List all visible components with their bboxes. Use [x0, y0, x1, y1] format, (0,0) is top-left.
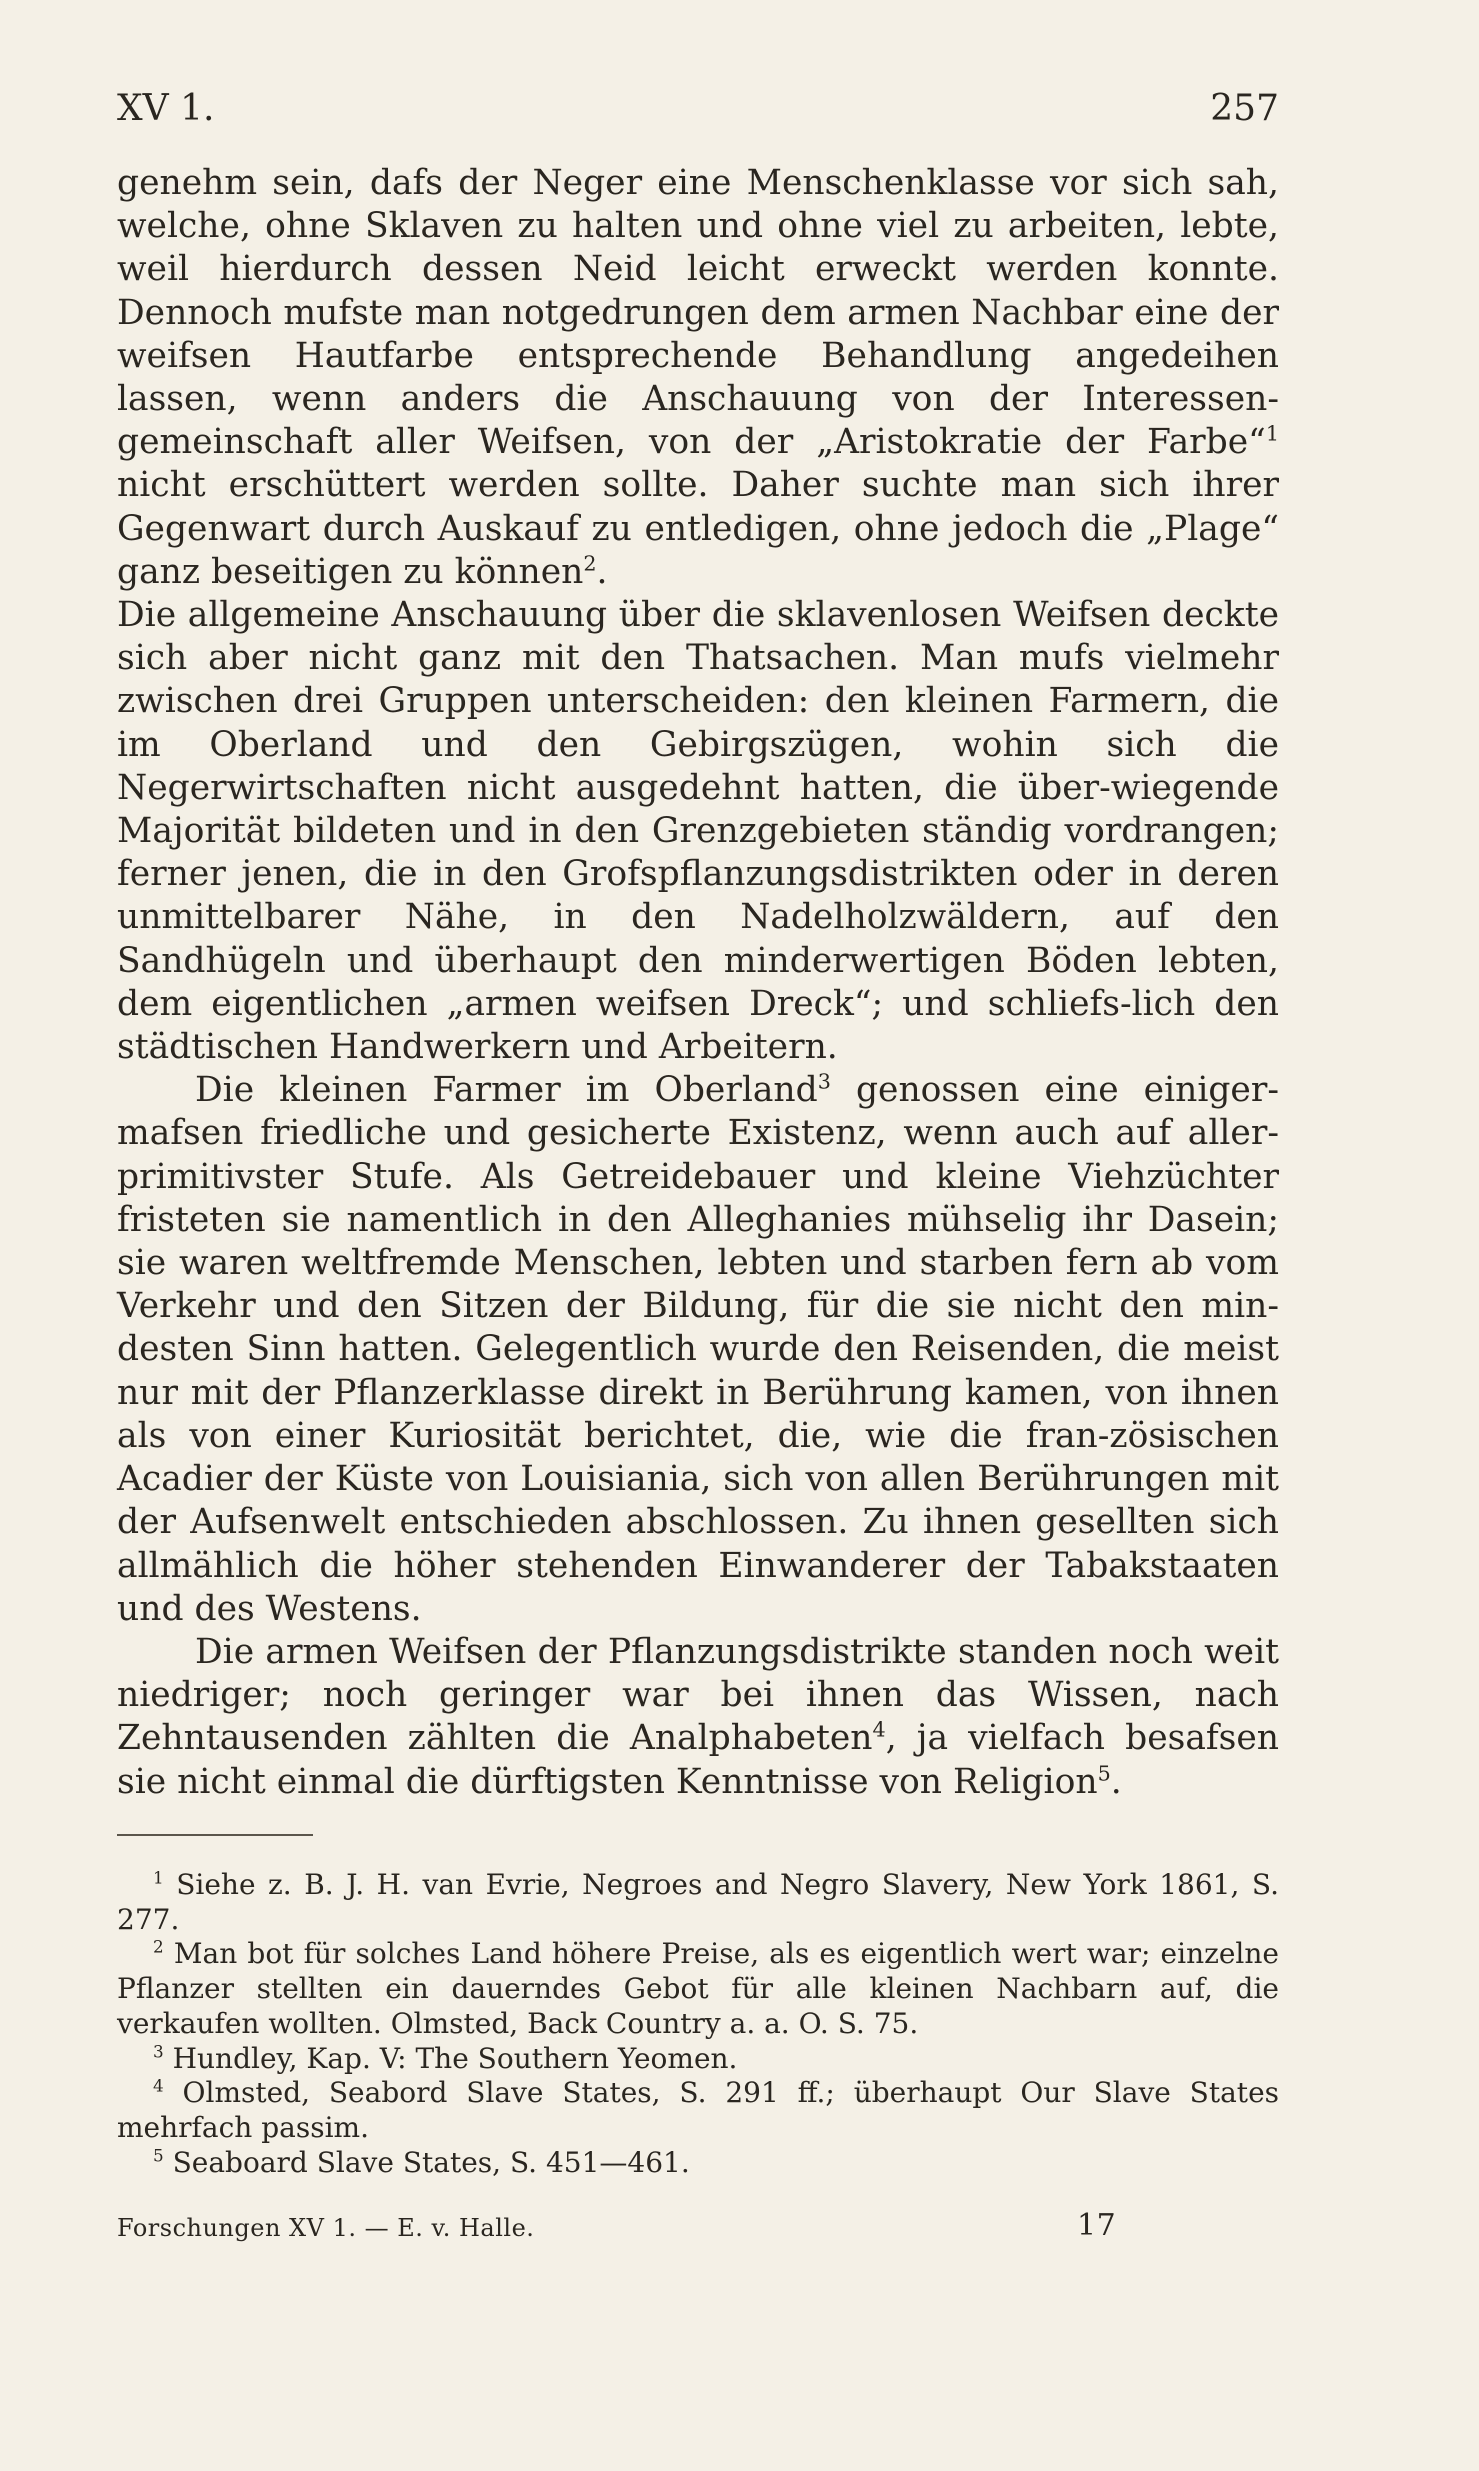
page-number: 257	[1210, 88, 1279, 129]
paragraph-4: Die armen Weifsen der Pflanzungsdistrikte standen noch weit niedriger; noch geringer war bei ihnen das Wissen, nach Zehntausenden zählten die Analphabeten$^4$, ja vielfach besafsen sie nicht einmal die dürftigsten Kenntnisse von Religion$^5$.	[117, 1631, 1280, 1802]
sheet-signature: 17	[1077, 2208, 1117, 2243]
footnote-5: $^5$ Seaboard Slave States, S. 451—461.	[153, 2145, 690, 2179]
signature-line	[117, 2208, 1117, 2243]
paragraph-1: genehm sein, dafs der Neger eine Menschenklasse vor sich sah, welche, ohne Sklaven zu halten und ohne viel zu arbeiten, lebte, weil hierdurch dessen Neid leicht erweckt werden konnte. Dennoch mufste man notgedrungen dem armen Nachbar eine der weifsen Hautfarbe entsprechende Behandlung angedeihen lassen, wenn anders die Anschauung von der Interessen-gemeinschaft aller Weifsen, von der „Aristokratie der Farbe“$^1$ nicht erschüttert werden sollte. Daher suchte man sich ihrer Gegenwart durch Auskauf zu entledigen, ohne jedoch die „Plage“ ganz beseitigen zu können$^2$.	[117, 163, 1279, 592]
main-text	[117, 162, 1279, 1804]
footnote-ref-4: 4	[872, 1717, 886, 1742]
footnote-ref-3: 3	[817, 1069, 831, 1094]
footnote-2: $^2$ Man bot für solches Land höhere Preise, als es eigentlich wert war; einzelne Pflanzer stellten ein dauerndes Gebot für alle kleinen Nachbarn auf, die verkaufen wollten. Olmsted, Back Country a. a. O. S. 75.	[117, 1937, 1279, 2040]
footnote-ref-1: 1	[1265, 421, 1279, 446]
paragraph-3: Die kleinen Farmer im Oberland$^3$ genossen eine einiger-mafsen friedliche und gesicherte Existenz, wenn auch auf aller-primitivster Stufe. Als Getreidebauer und kleine Viehzüchter fristeten sie namentlich in den Alleghanies mühselig ihr Dasein; sie waren weltfremde Menschen, lebten und starben fern ab vom Verkehr und den Sitzen der Bildung, für die sie nicht den min-desten Sinn hatten. Gelegentlich wurde den Reisenden, die meist nur mit der Pflanzerklasse direkt in Berührung kamen, von ihnen als von einer Kuriosität berichtet, die, wie die fran-zösischen Acadier der Küste von Louisiania, sich von allen Berührungen mit der Aufsenwelt entschieden abschlossen. Zu ihnen gesellten sich allmählich die höher stehenden Einwanderer der Tabakstaaten und des Westens.	[117, 1069, 1280, 1629]
footnote-4: $^4$ Olmsted, Seabord Slave States, S. 291 ff.; überhaupt Our Slave States mehrfach passim.	[117, 2075, 1280, 2144]
footnote-ref-5: 5	[1097, 1761, 1111, 1786]
running-header	[117, 88, 1279, 140]
footnote-1: $^1$ Siehe z. B. J. H. van Evrie, Negroes and Negro Slavery, New York 1861, S. 277.	[117, 1867, 1279, 1936]
footnote-divider	[117, 1834, 313, 1836]
imprint: Forschungen XV 1. — E. v. Halle.	[117, 2214, 535, 2242]
footnote-ref-2: 2	[583, 551, 597, 576]
footnote-3: $^3$ Hundley, Kap. V: The Southern Yeomen.	[153, 2041, 738, 2075]
footnotes	[117, 1868, 1279, 2180]
volume-label: XV 1.	[117, 88, 215, 129]
paragraph-2: Die allgemeine Anschauung über die sklavenlosen Weifsen deckte sich aber nicht ganz mit den Thatsachen. Man mufs vielmehr zwischen drei Gruppen unterscheiden: den kleinen Farmern, die im Oberland und den Gebirgszügen, wohin sich die Negerwirtschaften nicht ausgedehnt hatten, die über-wiegende Majorität bildeten und in den Grenzgebieten ständig vordrangen; ferner jenen, die in den Grofspflanzungsdistrikten oder in deren unmittelbarer Nähe, in den Nadelholzwäldern, auf den Sandhügeln und überhaupt den minderwertigen Böden lebten, dem eigentlichen „armen weifsen Dreck“; und schliefs-lich den städtischen Handwerkern und Arbeitern.	[117, 595, 1279, 1068]
